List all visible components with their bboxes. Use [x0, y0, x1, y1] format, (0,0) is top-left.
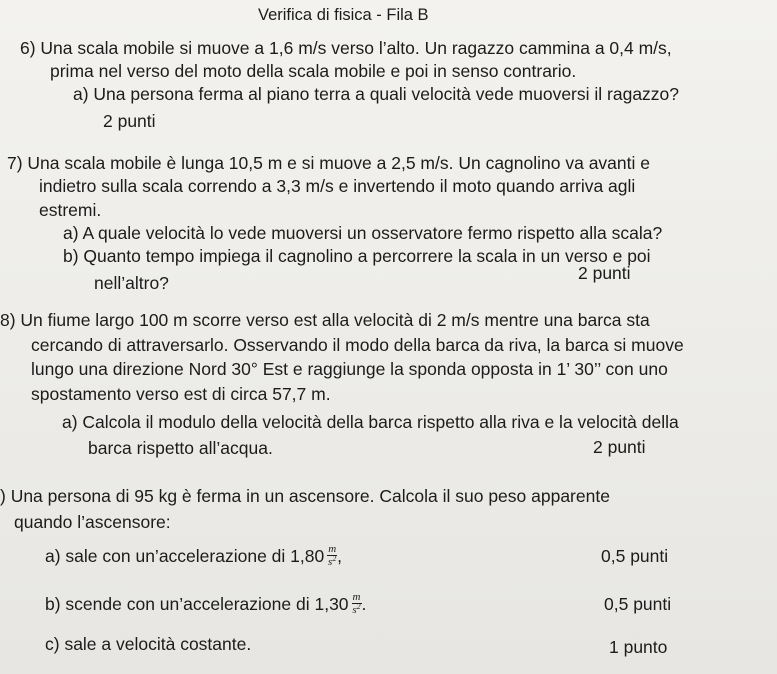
question-9-part-a-points: 0,5 punti	[601, 546, 669, 566]
question-8-line-2: cercando di attraversarlo. Osservando il modo della barca da riva, la barca si muove	[31, 335, 684, 355]
question-7-part-a: a) A quale velocità lo vede muoversi un osservatore fermo rispetto alla scala?	[63, 223, 663, 243]
question-6-line-2: prima nel verso del moto della scala mobile e poi in senso contrario.	[50, 61, 577, 81]
question-7-line-3: estremi.	[39, 200, 102, 220]
question-8-points: 2 punti	[593, 437, 646, 457]
question-9-line-1: ) Una persona di 95 kg è ferma in un ascensore. Calcola il suo peso apparente	[0, 486, 610, 506]
question-9-part-b-text: b) scende con un’accelerazione di 1,30	[45, 594, 349, 615]
unit-fraction	[327, 543, 337, 568]
question-6-line-1: 6) Una scala mobile si muove a 1,6 m/s verso l’alto. Un ragazzo cammina a 0,4 m/s,	[20, 38, 672, 58]
question-9-part-a-tail: ,	[337, 546, 343, 567]
question-7-part-b-line-1: b) Quanto tempo impiega il cagnolino a percorrere la scala in un verso e poi	[63, 246, 651, 266]
question-7-line-2: indietro sulla scala correndo a 3,3 m/s e invertendo il moto quando arriva agli	[39, 176, 636, 196]
unit-numerator: m	[328, 543, 337, 555]
question-9-part-a	[45, 545, 342, 570]
question-7-part-b-line-2: nell’altro?	[94, 273, 169, 293]
question-8-line-4: spostamento verso est di circa 57,7 m.	[31, 384, 331, 404]
unit-denominator: $s^2$	[352, 602, 361, 616]
question-6-points: 2 punti	[103, 111, 156, 131]
question-9-part-b-points: 0,5 punti	[604, 594, 672, 614]
unit-numerator: m	[352, 591, 361, 603]
question-9-part-b-tail: .	[361, 594, 367, 615]
question-7-line-1: 7) Una scala mobile è lunga 10,5 m e si muove a 2,5 m/s. Un cagnolino va avanti e	[7, 153, 650, 173]
question-6-part-a: a) Una persona ferma al piano terra a quali velocità vede muoversi il ragazzo?	[73, 84, 680, 104]
question-8-line-3: lungo una direzione Nord 30° Est e raggiunge la sponda opposta in 1’ 30’’ con uno	[31, 359, 668, 379]
question-8-line-1: 8) Un fiume largo 100 m scorre verso est alla velocità di 2 m/s mentre una barca sta	[0, 310, 650, 330]
question-9-part-c: c) sale a velocità costante.	[45, 634, 252, 654]
question-9-part-a-text: a) sale con un’accelerazione di 1,80	[45, 546, 325, 567]
question-9-line-2: quando l’ascensore:	[14, 512, 171, 532]
question-7-points: 2 punti	[578, 263, 631, 283]
question-9-part-c-points: 1 punto	[609, 637, 668, 657]
question-8-part-a-line-2: barca rispetto all’acqua.	[88, 438, 273, 458]
unit-denominator: $s^2$	[328, 554, 337, 568]
question-8-part-a-line-1: a) Calcola il modulo della velocità della barca rispetto alla riva e la velocità della	[62, 412, 679, 432]
page-title: Verifica di fisica - Fila B	[258, 6, 429, 24]
unit-fraction	[352, 591, 362, 616]
question-9-part-b	[45, 593, 366, 618]
